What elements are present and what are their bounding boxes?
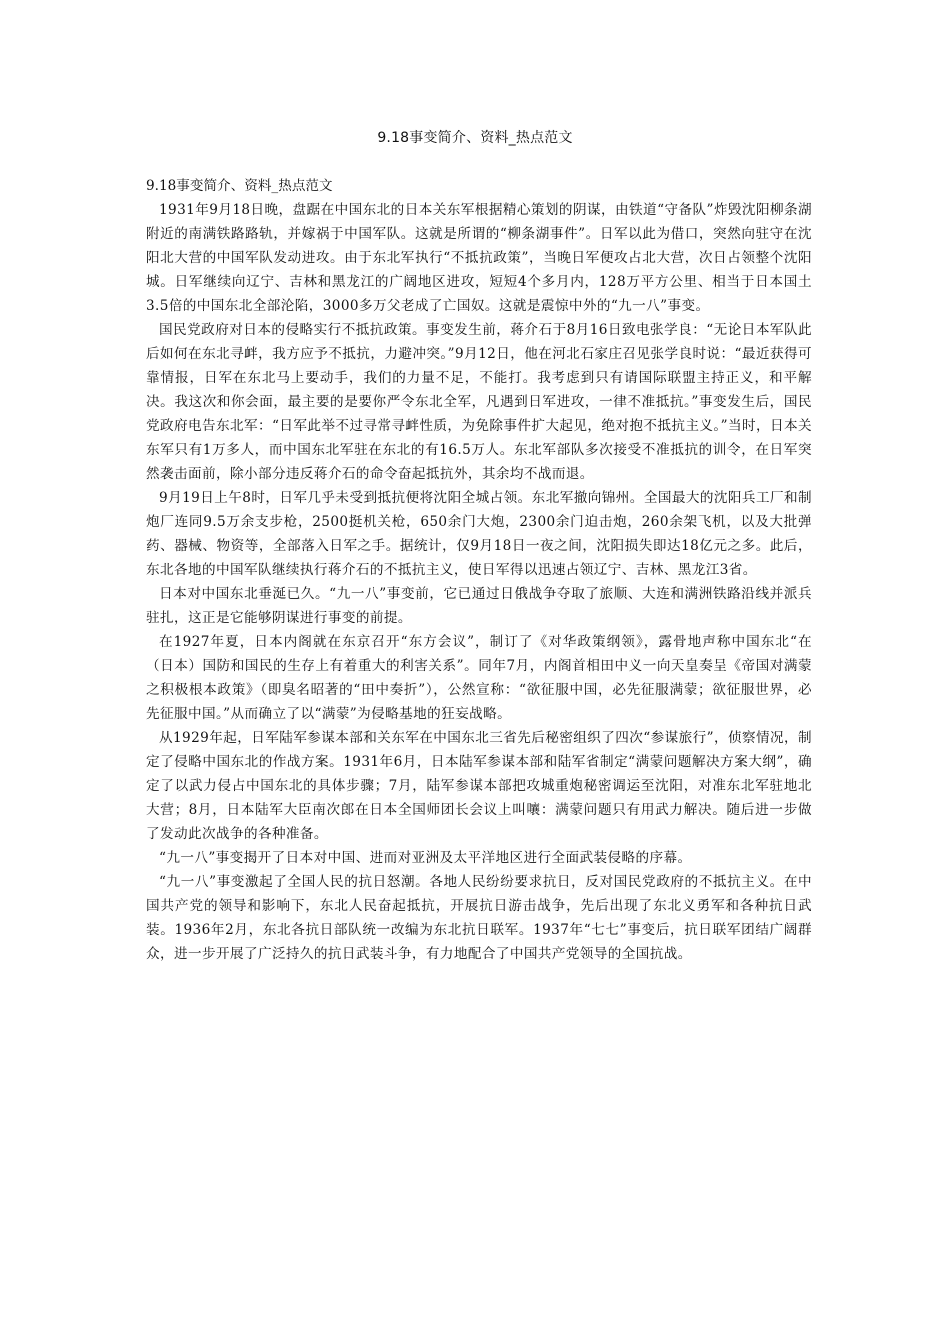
paragraph-1: 1931年9月18日晚，盘踞在中国东北的日本关东军根据精心策划的阴谋，由铁道“守备队”炸毁沈阳柳条湖附近的南满铁路路轨，并嫁祸于中国军队。这就是所谓的“柳条湖事件”。日军以此为借口，突然向驻守在沈阳北大营的中国军队发动进攻。由于东北军执行“不抵抗政策”，当晚日军便攻占北大营，次日占领整个沈阳城。日军继续向辽宁、吉林和黑龙江的广阔地区进攻，短短4个多月内，128万平方公里、相当于日本国土3.5倍的中国东北全部沦陷，3000多万父老成了亡国奴。这就是震惊中外的“九一八”事变。 <box>146 202 812 314</box>
paragraph-2: 国民党政府对日本的侵略实行不抵抗政策。事变发生前，蒋介石于8月16日致电张学良：“无论日本军队此后如何在东北寻衅，我方应予不抵抗，力避冲突。”9月12日，他在河北石家庄召见张学良时说：“最近获得可靠情报，日军在东北马上要动手，我们的力量不足，不能打。我考虑到只有请国际联盟主持正义，和平解决。我这次和你会面，最主要的是要你严令东北全军，凡遇到日军进攻，一律不准抵抗。”事变发生后，国民党政府电告东北军：“日军此举不过寻常寻衅性质，为免除事件扩大起见，绝对抱不抵抗主义。”当时，日本关东军只有1万多人，而中国东北军驻在东北的有16.5万人。东北军部队多次接受不准抵抗的训令，在日军突然袭击面前，除小部分违反蒋介石的命令奋起抵抗外，其余均不战而退。 <box>146 322 812 482</box>
paragraph-4: 日本对中国东北垂涎已久。“九一八”事变前，它已通过日俄战争夺取了旅顺、大连和满洲铁路沿线并派兵驻扎，这正是它能够阴谋进行事变的前提。 <box>146 586 812 626</box>
document-subtitle: 9.18事变简介、资料_热点范文 <box>146 178 333 194</box>
paragraph-8: “九一八”事变激起了全国人民的抗日怒潮。各地人民纷纷要求抗日，反对国民党政府的不抵抗主义。在中国共产党的领导和影响下，东北人民奋起抵抗，开展抗日游击战争，先后出现了东北义勇军和各种抗日武装。1936年2月，东北各抗日部队统一改编为东北抗日联军。1937年“七七”事变后，抗日联军团结广阔群众，进一步开展了广泛持久的抗日武装斗争，有力地配合了中国共产党领导的全国抗战。 <box>146 874 812 962</box>
paragraph-7: “九一八”事变揭开了日本对中国、进而对亚洲及太平洋地区进行全面武装侵略的序幕。 <box>159 850 692 866</box>
paragraph-5: 在1927年夏，日本内阁就在东京召开“东方会议”，制订了《对华政策纲领》，露骨地声称中国东北“在（日本）国防和国民的生存上有着重大的利害关系”。同年7月，内阁首相田中义一向天皇奏呈《帝国对满蒙之积极根本政策》（即臭名昭著的“田中奏折”），公然宣称：“欲征服中国，必先征服满蒙；欲征服世界，必先征服中国。”从而确立了以“满蒙”为侵略基地的狂妄战略。 <box>146 634 812 722</box>
document-body <box>146 174 812 966</box>
document-title: 9.18事变简介、资料_热点范文 <box>377 130 573 146</box>
paragraph-6: 从1929年起，日军陆军参谋本部和关东军在中国东北三省先后秘密组织了四次“参谋旅行”，侦察情况，制定了侵略中国东北的作战方案。1931年6月，日本陆军参谋本部和陆军省制定“满蒙问题解决方案大纲”，确定了以武力侵占中国东北的具体步骤；7月，陆军参谋本部把攻城重炮秘密调运至沈阳，对准东北军驻地北大营；8月，日本陆军大臣南次郎在日本全国师团长会议上叫嚷：满蒙问题只有用武力解决。随后进一步做了发动此次战争的各种准备。 <box>146 730 812 842</box>
paragraph-3: 9月19日上午8时，日军几乎未受到抵抗便将沈阳全城占领。东北军撤向锦州。全国最大的沈阳兵工厂和制炮厂连同9.5万余支步枪，2500挺机关枪，650余门大炮，2300余门迫击炮，260余架飞机，以及大批弹药、器械、物资等，全部落入日军之手。据统计，仅9月18日一夜之间，沈阳损失即达18亿元之多。此后，东北各地的中国军队继续执行蒋介石的不抵抗主义，使日军得以迅速占领辽宁、吉林、黑龙江3省。 <box>146 490 812 578</box>
